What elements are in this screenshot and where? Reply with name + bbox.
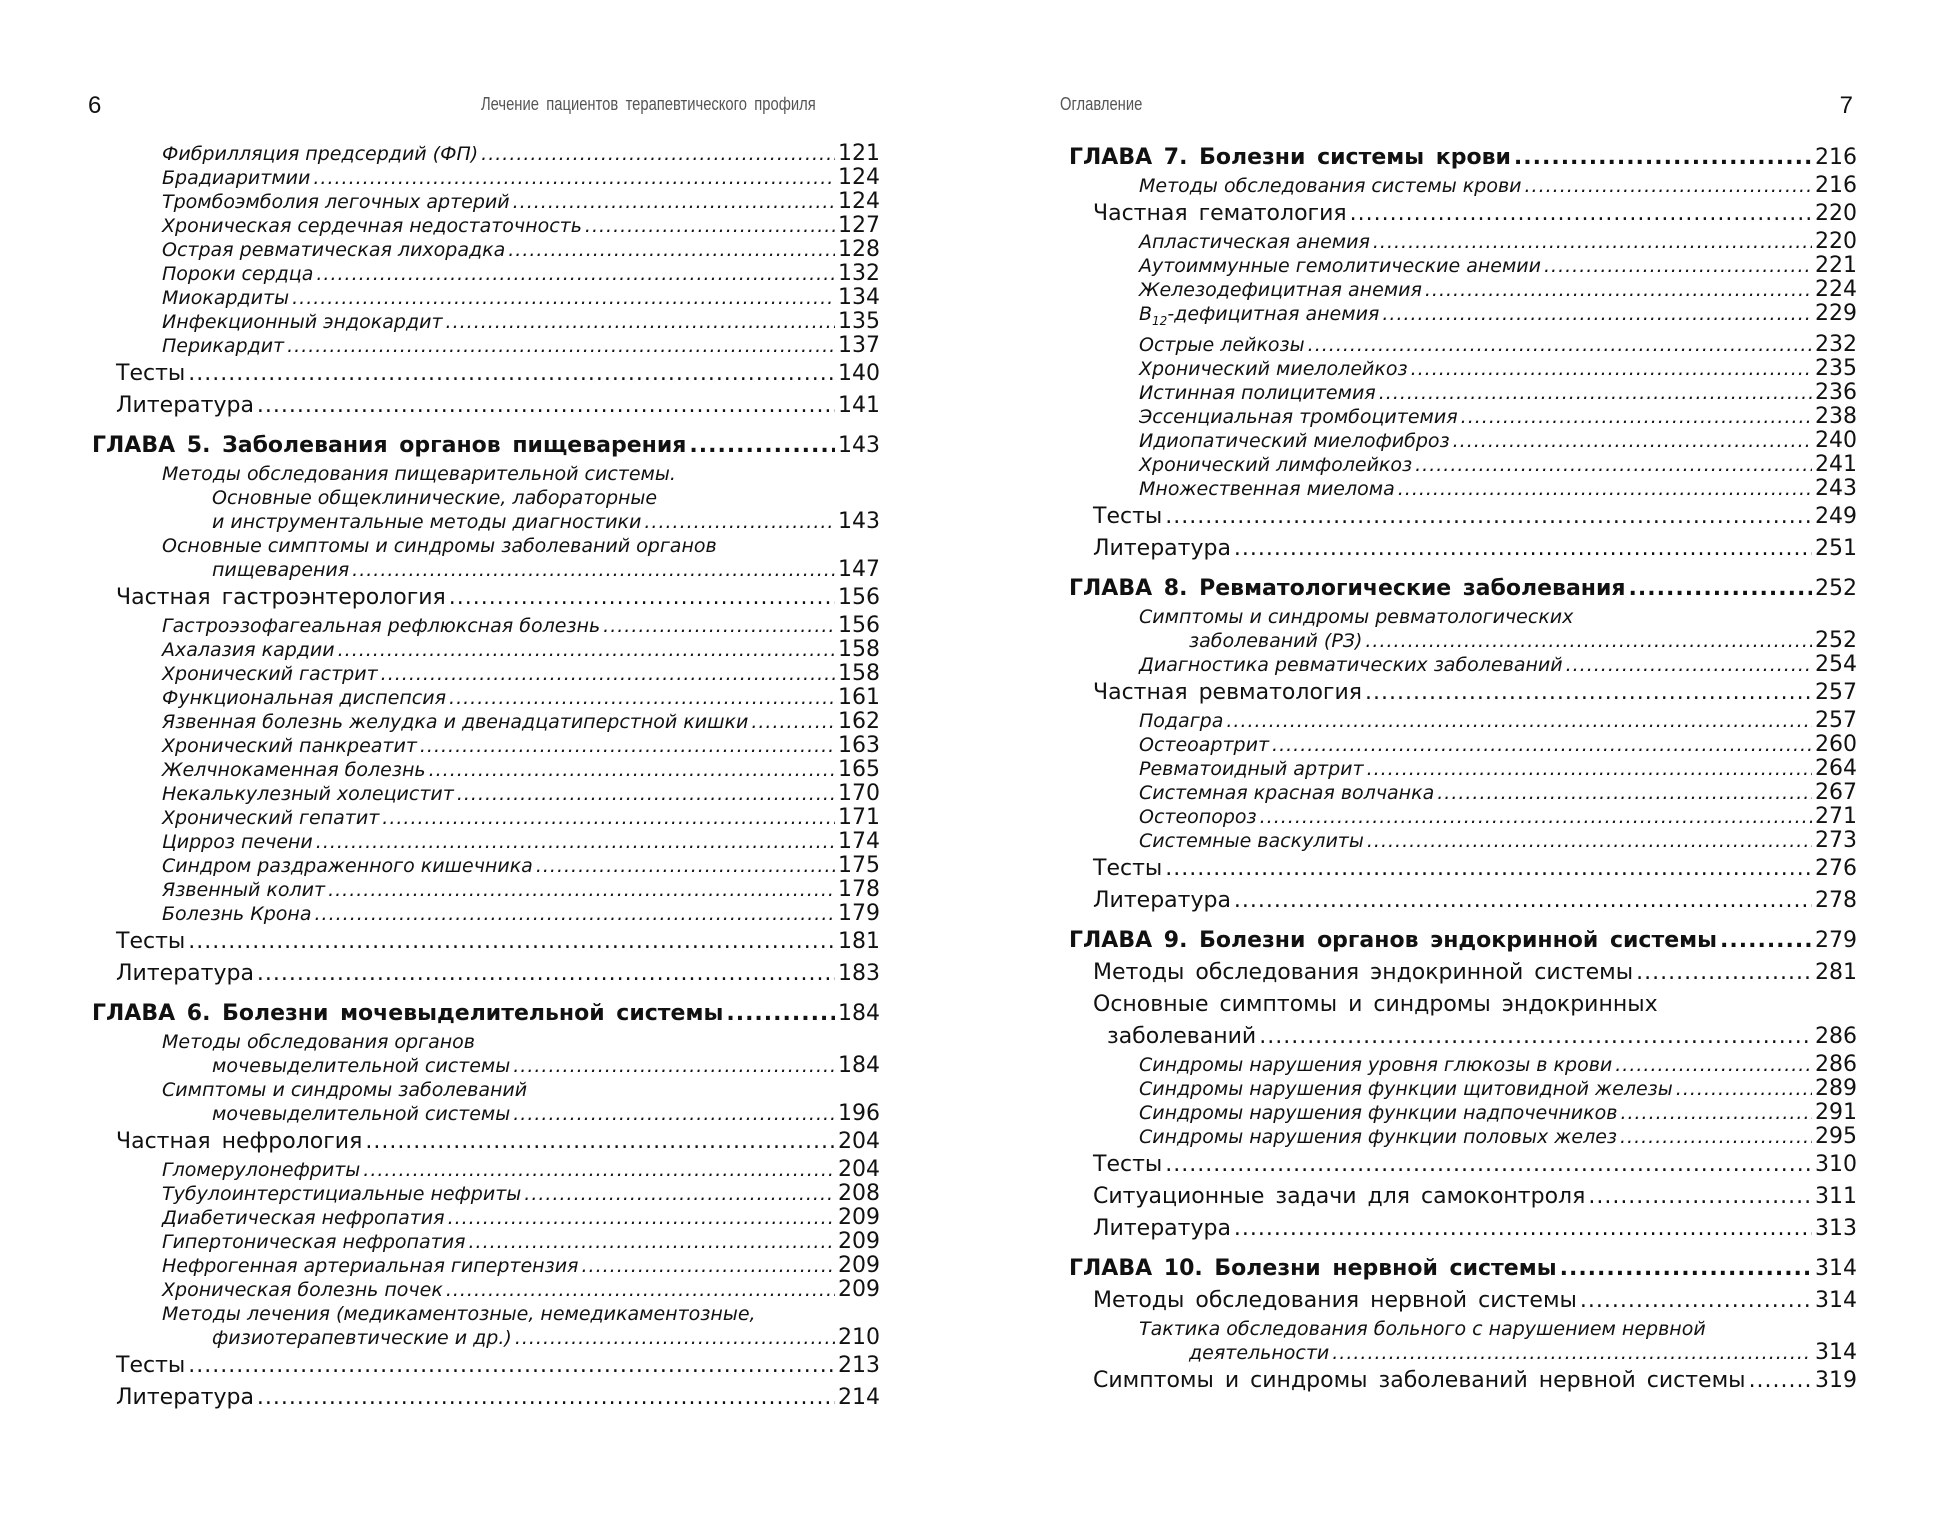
toc-entry[interactable]: Желчнокаменная болезнь ..... 165: [92, 758, 880, 782]
toc-entry[interactable]: Эссенциальная тромбоцитемия ..... 238: [1069, 405, 1857, 429]
toc-entry[interactable]: Остеоартрит ..... 260: [1069, 733, 1857, 757]
toc-entry[interactable]: Брадиаритмии ..... 124: [92, 166, 880, 190]
toc-section-literature[interactable]: Литература ..... 278: [1069, 885, 1857, 917]
toc-entry-line: Основные общеклинические, лабораторные: [212, 487, 658, 509]
toc-entry[interactable]: Методы обследования системы крови ..... 216: [1069, 174, 1857, 198]
toc-entry[interactable]: Хроническая болезнь почек ..... 209: [92, 1278, 880, 1302]
toc-entry[interactable]: Синдром раздраженного кишечника ..... 175: [92, 854, 880, 878]
toc-section-tests[interactable]: Тесты ..... 276: [1069, 853, 1857, 885]
toc-entry[interactable]: пищеварения ..... 147: [92, 558, 880, 582]
toc-chapter-7[interactable]: ГЛАВА 7. Болезни системы крови ..... 216: [1069, 142, 1857, 174]
toc-chapter-6[interactable]: ГЛАВА 6. Болезни мочевыделительной системы ..... 184: [92, 998, 880, 1030]
toc-entry[interactable]: Хронический гастрит ..... 158: [92, 662, 880, 686]
toc-entry[interactable]: Острая ревматическая лихорадка ..... 128: [92, 238, 880, 262]
toc-section[interactable]: Частная нефрология ..... 204: [92, 1126, 880, 1158]
toc-entry[interactable]: Гипертоническая нефропатия ..... 209: [92, 1230, 880, 1254]
toc-section[interactable]: Методы обследования нервной системы ..... 314: [1069, 1285, 1857, 1317]
toc-chapter-9[interactable]: ГЛАВА 9. Болезни органов эндокринной системы ..... 279: [1069, 925, 1857, 957]
toc-entry[interactable]: Хронический гепатит ..... 171: [92, 806, 880, 830]
toc-entry[interactable]: Хронический панкреатит ..... 163: [92, 734, 880, 758]
toc-entry[interactable]: Тромбоэмболия легочных артерий ..... 124: [92, 190, 880, 214]
table-of-contents-right: [1069, 142, 1857, 1397]
toc-section-line: Основные симптомы и синдромы эндокринных: [1093, 991, 1658, 1017]
toc-entry[interactable]: Гастроэзофагеальная рефлюксная болезнь ..... 156: [92, 614, 880, 638]
toc-entry[interactable]: Язвенная болезнь желудка и двенадцатиперстной кишки ..... 162: [92, 710, 880, 734]
toc-entry[interactable]: Остеопороз ..... 271: [1069, 805, 1857, 829]
toc-section[interactable]: заболеваний ..... 286: [1069, 1021, 1857, 1053]
running-header: Лечение пациентов терапевтического профиля: [481, 94, 816, 114]
toc-entry[interactable]: Хронический миелолейкоз ..... 235: [1069, 357, 1857, 381]
toc-entry[interactable]: Системная красная волчанка ..... 267: [1069, 781, 1857, 805]
toc-entry[interactable]: Перикардит ..... 137: [92, 334, 880, 358]
toc-section[interactable]: Частная гематология ..... 220: [1069, 198, 1857, 230]
toc-entry[interactable]: Функциональная диспепсия ..... 161: [92, 686, 880, 710]
toc-section-literature[interactable]: Литература ..... 141: [92, 390, 880, 422]
toc-entry[interactable]: Фибрилляция предсердий (ФП) ..... 121: [92, 142, 880, 166]
toc-chapter-5[interactable]: ГЛАВА 5. Заболевания органов пищеварения ..... 143: [92, 430, 880, 462]
toc-entry[interactable]: Синдромы нарушения функции надпочечников ..... 291: [1069, 1101, 1857, 1125]
toc-entry[interactable]: Миокардиты ..... 134: [92, 286, 880, 310]
toc-section[interactable]: Симптомы и синдромы заболеваний нервной системы ..... 319: [1069, 1365, 1857, 1397]
toc-entry-line: Тактика обследования больного с нарушением нервной: [1139, 1317, 1706, 1340]
running-header: Оглавление: [1060, 94, 1143, 114]
toc-entry[interactable]: $B_{12}$-дефицитная анемия ..... 229: [1069, 302, 1857, 333]
toc-section-tests[interactable]: Тесты ..... 140: [92, 358, 880, 390]
toc-section-tests[interactable]: Тесты ..... 310: [1069, 1149, 1857, 1181]
toc-entry[interactable]: Острые лейкозы ..... 232: [1069, 333, 1857, 357]
toc-entry[interactable]: Ахалазия кардии ..... 158: [92, 638, 880, 662]
toc-entry[interactable]: Истинная полицитемия ..... 236: [1069, 381, 1857, 405]
toc-entry[interactable]: Инфекционный эндокардит ..... 135: [92, 310, 880, 334]
toc-chapter-8[interactable]: ГЛАВА 8. Ревматологические заболевания ..... 252: [1069, 573, 1857, 605]
toc-entry[interactable]: Множественная миелома ..... 243: [1069, 477, 1857, 501]
toc-section[interactable]: Методы обследования эндокринной системы ..... 281: [1069, 957, 1857, 989]
toc-entry[interactable]: Идиопатический миелофиброз ..... 240: [1069, 429, 1857, 453]
toc-entry[interactable]: заболеваний (РЗ) ..... 252: [1069, 629, 1857, 653]
toc-entry[interactable]: Синдромы нарушения уровня глюкозы в крови ..... 286: [1069, 1053, 1857, 1077]
toc-section[interactable]: Ситуационные задачи для самоконтроля ..... 311: [1069, 1181, 1857, 1213]
toc-entry-line: Методы обследования органов: [162, 1031, 475, 1053]
table-of-contents-left: [92, 142, 880, 1414]
toc-entry[interactable]: и инструментальные методы диагностики ..... 143: [92, 510, 880, 534]
toc-chapter-10[interactable]: ГЛАВА 10. Болезни нервной системы ..... 314: [1069, 1253, 1857, 1285]
toc-entry[interactable]: Железодефицитная анемия ..... 224: [1069, 278, 1857, 302]
toc-entry-line: Симптомы и синдромы ревматологических: [1139, 605, 1574, 628]
toc-entry[interactable]: Подагра ..... 257: [1069, 709, 1857, 733]
toc-entry[interactable]: Болезнь Крона ..... 179: [92, 902, 880, 926]
toc-entry-line: Методы обследования пищеварительной системы.: [162, 463, 676, 485]
right-page: [973, 0, 1946, 1520]
toc-entry[interactable]: Синдромы нарушения функции щитовидной железы ..... 289: [1069, 1077, 1857, 1101]
toc-entry[interactable]: Пороки сердца ..... 132: [92, 262, 880, 286]
toc-entry[interactable]: Диабетическая нефропатия ..... 209: [92, 1206, 880, 1230]
toc-entry[interactable]: физиотерапевтические и др.) ..... 210: [92, 1326, 880, 1350]
toc-entry[interactable]: Язвенный колит ..... 178: [92, 878, 880, 902]
toc-entry[interactable]: Системные васкулиты ..... 273: [1069, 829, 1857, 853]
toc-entry[interactable]: Диагностика ревматических заболеваний ..... 254: [1069, 653, 1857, 677]
toc-entry[interactable]: Апластическая анемия ..... 220: [1069, 230, 1857, 254]
toc-entry[interactable]: мочевыделительной системы ..... 184: [92, 1054, 880, 1078]
toc-entry-line: Симптомы и синдромы заболеваний: [162, 1079, 528, 1101]
page-number: 6: [88, 92, 102, 119]
toc-entry[interactable]: Хронический лимфолейкоз ..... 241: [1069, 453, 1857, 477]
toc-section-tests[interactable]: Тесты ..... 181: [92, 926, 880, 958]
toc-section[interactable]: Частная ревматология ..... 257: [1069, 677, 1857, 709]
toc-entry[interactable]: Цирроз печени ..... 174: [92, 830, 880, 854]
toc-section-tests[interactable]: Тесты ..... 249: [1069, 501, 1857, 533]
toc-entry-line: Основные симптомы и синдромы заболеваний органов: [162, 535, 717, 557]
toc-entry[interactable]: мочевыделительной системы ..... 196: [92, 1102, 880, 1126]
toc-section-literature[interactable]: Литература ..... 251: [1069, 533, 1857, 565]
toc-entry[interactable]: Тубулоинтерстициальные нефриты ..... 208: [92, 1182, 880, 1206]
toc-section-tests[interactable]: Тесты ..... 213: [92, 1350, 880, 1382]
toc-entry-line: Методы лечения (медикаментозные, немедикаментозные,: [162, 1303, 756, 1325]
toc-section-literature[interactable]: Литература ..... 214: [92, 1382, 880, 1414]
toc-entry[interactable]: Ревматоидный артрит ..... 264: [1069, 757, 1857, 781]
toc-section-literature[interactable]: Литература ..... 183: [92, 958, 880, 990]
toc-entry[interactable]: Аутоиммунные гемолитические анемии ..... 221: [1069, 254, 1857, 278]
toc-section-literature[interactable]: Литература ..... 313: [1069, 1213, 1857, 1245]
page-number: 7: [1839, 92, 1853, 119]
toc-entry[interactable]: деятельности ..... 314: [1069, 1341, 1857, 1365]
toc-entry[interactable]: Нефрогенная артериальная гипертензия ..... 209: [92, 1254, 880, 1278]
toc-entry[interactable]: Некалькулезный холецистит ..... 170: [92, 782, 880, 806]
toc-entry[interactable]: Хроническая сердечная недостаточность ..... 127: [92, 214, 880, 238]
toc-section[interactable]: Частная гастроэнтерология ..... 156: [92, 582, 880, 614]
toc-entry[interactable]: Синдромы нарушения функции половых желез ..... 295: [1069, 1125, 1857, 1149]
toc-entry[interactable]: Гломерулонефриты ..... 204: [92, 1158, 880, 1182]
